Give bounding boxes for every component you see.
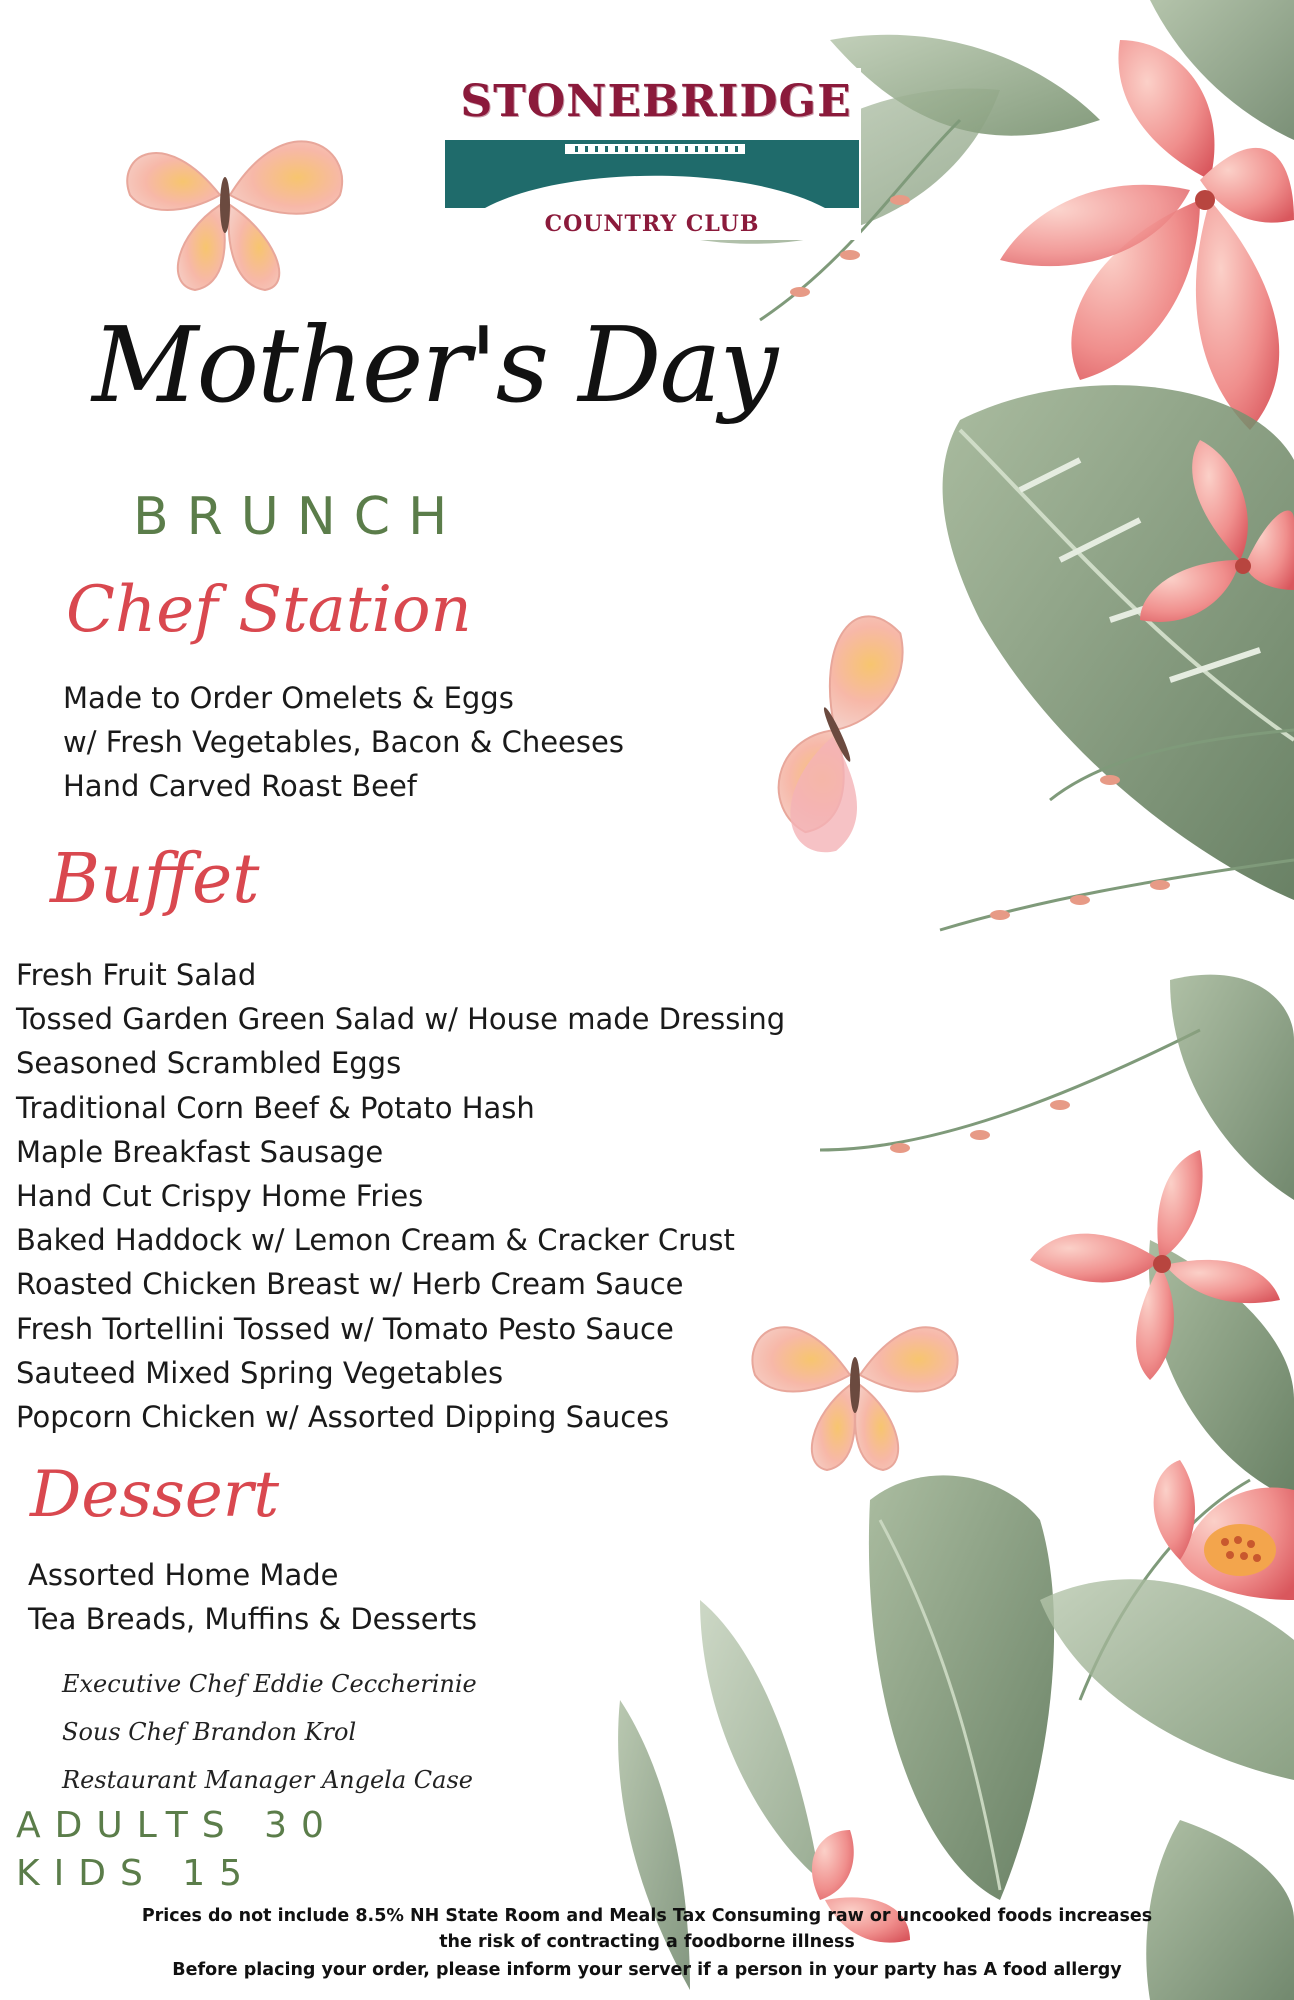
price-adults: ADULTS 30 bbox=[16, 1805, 338, 1846]
logo-bridge-banner bbox=[445, 70, 859, 208]
stonebridge-logo bbox=[443, 68, 861, 240]
logo-subtitle: COUNTRY CLUB bbox=[544, 211, 760, 237]
list-item: Roasted Chicken Breast w/ Herb Cream Sauce bbox=[16, 1267, 684, 1302]
staff-executive-chef: Executive Chef Eddie Ceccherinie bbox=[62, 1670, 477, 1698]
butterfly-top-left bbox=[127, 141, 342, 290]
disclaimer-line-1: Prices do not include 8.5% NH State Room and Meals Tax Consuming raw or uncooked foods increases bbox=[141, 1906, 1153, 1926]
list-item: w/ Fresh Vegetables, Bacon & Cheeses bbox=[63, 725, 624, 759]
monstera-leaf bbox=[943, 385, 1294, 900]
price-kids: KIDS 15 bbox=[16, 1853, 257, 1894]
list-item: Made to Order Omelets & Eggs bbox=[63, 681, 514, 715]
disclaimer-line-2: the risk of contracting a foodborne illness bbox=[439, 1932, 855, 1952]
butterfly-middle bbox=[724, 605, 972, 864]
list-item: Tossed Garden Green Salad w/ House made Dressing bbox=[16, 1002, 786, 1037]
chef-station-heading: Chef Station bbox=[66, 573, 472, 647]
staff-list bbox=[62, 1660, 477, 1804]
buffet-list bbox=[16, 953, 785, 1439]
list-item: Popcorn Chicken w/ Assorted Dipping Sauces bbox=[16, 1400, 670, 1435]
page-subtitle: BRUNCH bbox=[133, 487, 466, 547]
disclaimer-line-3: Before placing your order, please inform your server if a person in your party has A food allergy bbox=[172, 1960, 1122, 1980]
staff-restaurant-manager: Restaurant Manager Angela Case bbox=[62, 1766, 473, 1794]
list-item: Maple Breakfast Sausage bbox=[16, 1134, 384, 1169]
list-item: Hand Cut Crispy Home Fries bbox=[16, 1179, 424, 1214]
dessert-heading: Dessert bbox=[30, 1458, 280, 1532]
staff-sous-chef: Sous Chef Brandon Krol bbox=[62, 1718, 357, 1746]
list-item: Fresh Fruit Salad bbox=[16, 958, 257, 992]
list-item: Hand Carved Roast Beef bbox=[63, 769, 418, 803]
dessert-list bbox=[28, 1553, 477, 1641]
list-item: Baked Haddock w/ Lemon Cream & Cracker Crust bbox=[16, 1223, 735, 1258]
list-item: Fresh Tortellini Tossed w/ Tomato Pesto Sauce bbox=[16, 1311, 674, 1346]
chef-station-list bbox=[63, 676, 624, 808]
logo-wordmark: STONEBRIDGE bbox=[451, 70, 859, 138]
list-item: Tea Breads, Muffins & Desserts bbox=[28, 1602, 477, 1636]
buffet-heading: Buffet bbox=[50, 840, 260, 919]
page-title: Mother's Day bbox=[92, 304, 777, 426]
list-item: Traditional Corn Beef & Potato Hash bbox=[16, 1090, 535, 1125]
list-item: Assorted Home Made bbox=[28, 1558, 339, 1592]
list-item: Sauteed Mixed Spring Vegetables bbox=[16, 1355, 504, 1390]
list-item: Seasoned Scrambled Eggs bbox=[16, 1046, 402, 1081]
